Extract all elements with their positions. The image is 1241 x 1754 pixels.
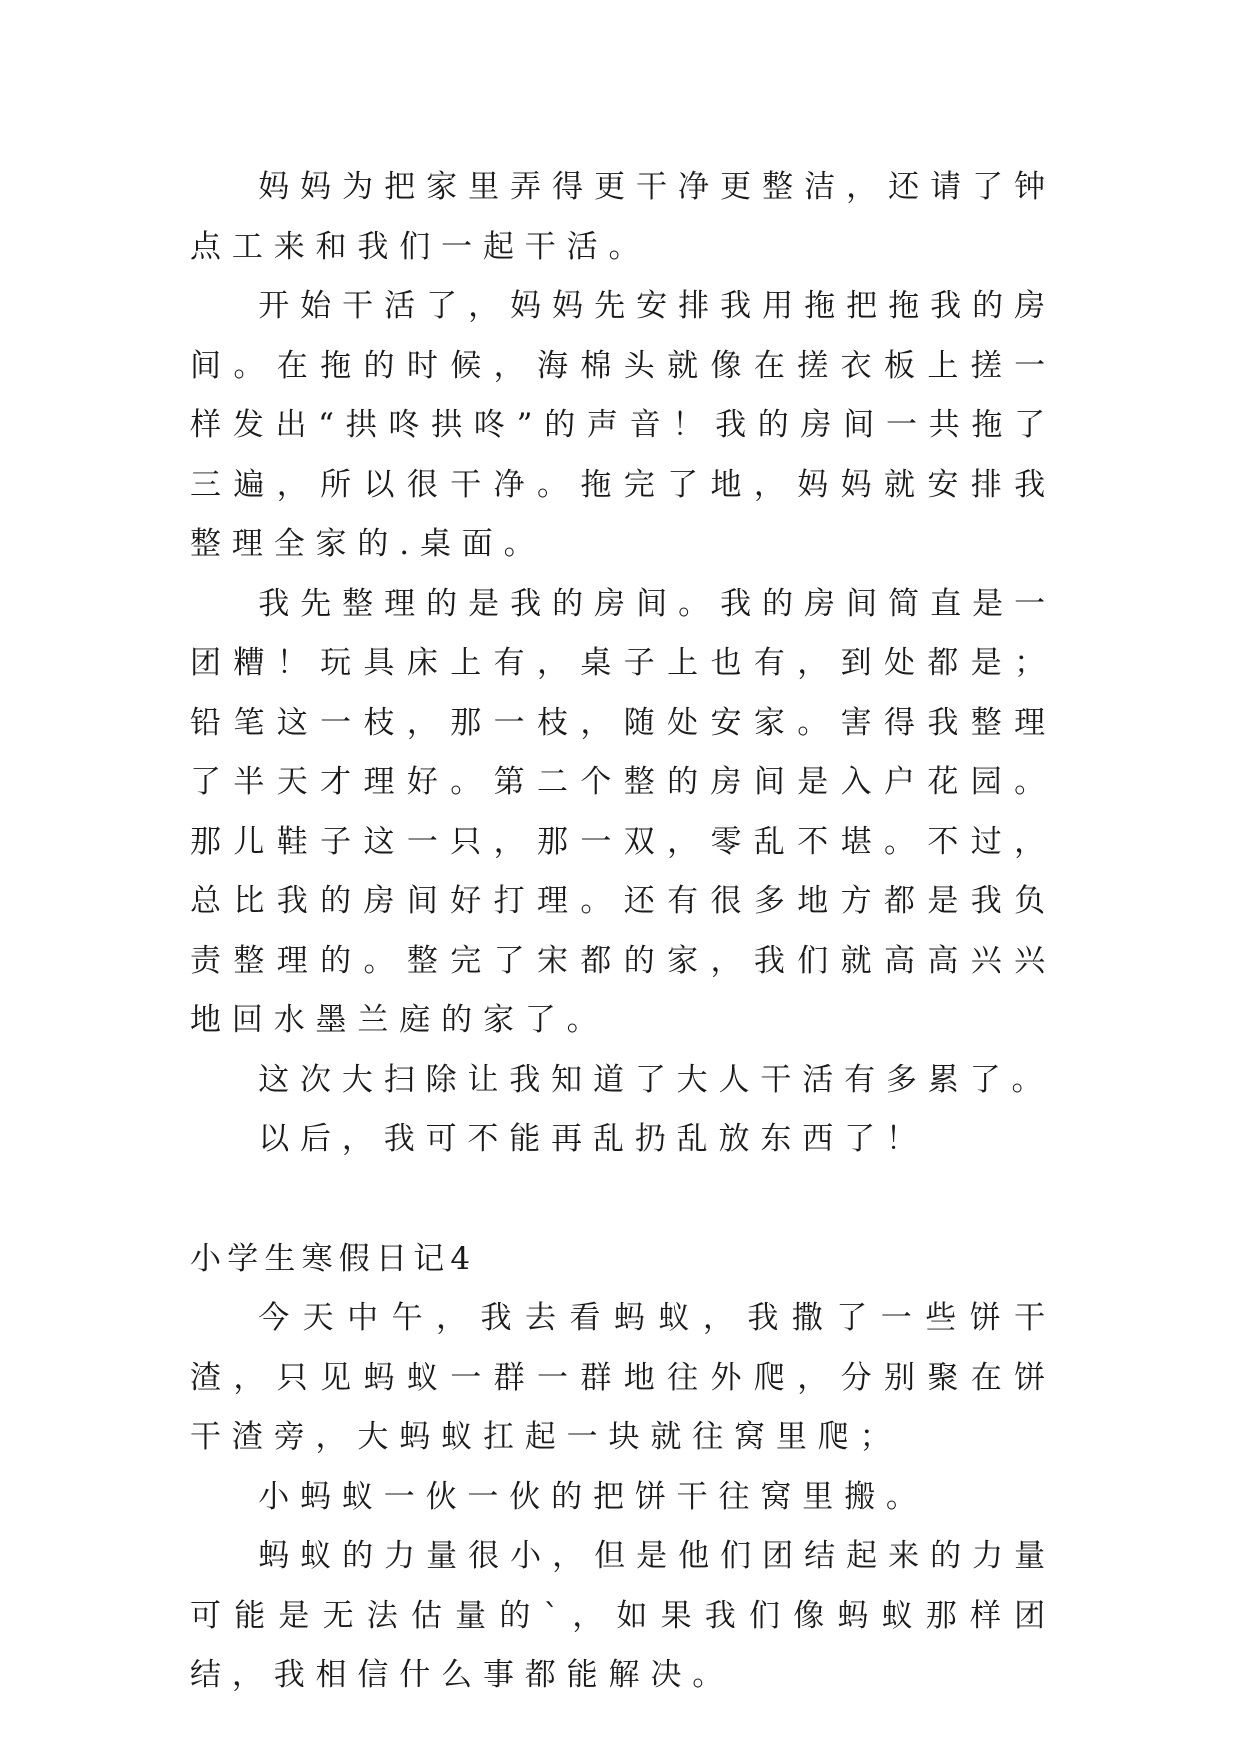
section-title: 小学生寒假日记4 — [190, 1240, 477, 1277]
paragraph: 以后，我可不能再乱扔乱放东西了！ — [258, 1121, 928, 1157]
paragraph: 我先整理的是我的房间。我的房间简直是一团糟！玩具床上有，桌子上也有，到处都是；铅笔这一枝，那一枝，随处安家。害得我整理了半天才理好。第二个整的房间是入户花园。那儿鞋子这一只，那一双，零乱不堪。不过，总比我的房间好打理。还有很多地方都是我负责整理的。整完了宋都的家，我们就高高兴兴地回水墨兰庭的家了。 — [190, 585, 1056, 1038]
document-body — [190, 158, 1056, 1706]
paragraph: 今天中午，我去看蚂蚁，我撒了一些饼干渣，只见蚂蚁一群一群地往外爬，分别聚在饼干渣旁，大蚂蚁扛起一块就往窝里爬； — [190, 1300, 1056, 1455]
paragraph: 开始干活了，妈妈先安排我用拖把拖我的房间。在拖的时候，海棉头就像在搓衣板上搓一样发出“拱咚拱咚”的声音！我的房间一共拖了三遍，所以很干净。拖完了地，妈妈就安排我整理全家的.桌面。 — [190, 288, 1056, 562]
paragraph: 小蚂蚁一伙一伙的把饼干往窝里搬。 — [258, 1478, 928, 1515]
paragraph: 蚂蚁的力量很小，但是他们团结起来的力量可能是无法估量的`，如果我们像蚂蚁那样团结，我相信什么事都能解决。 — [190, 1538, 1056, 1693]
paragraph: 妈妈为把家里弄得更干净更整洁，还请了钟点工来和我们一起干活。 — [190, 169, 1056, 265]
paragraph: 这次大扫除让我知道了大人干活有多累了。 — [258, 1061, 1054, 1098]
